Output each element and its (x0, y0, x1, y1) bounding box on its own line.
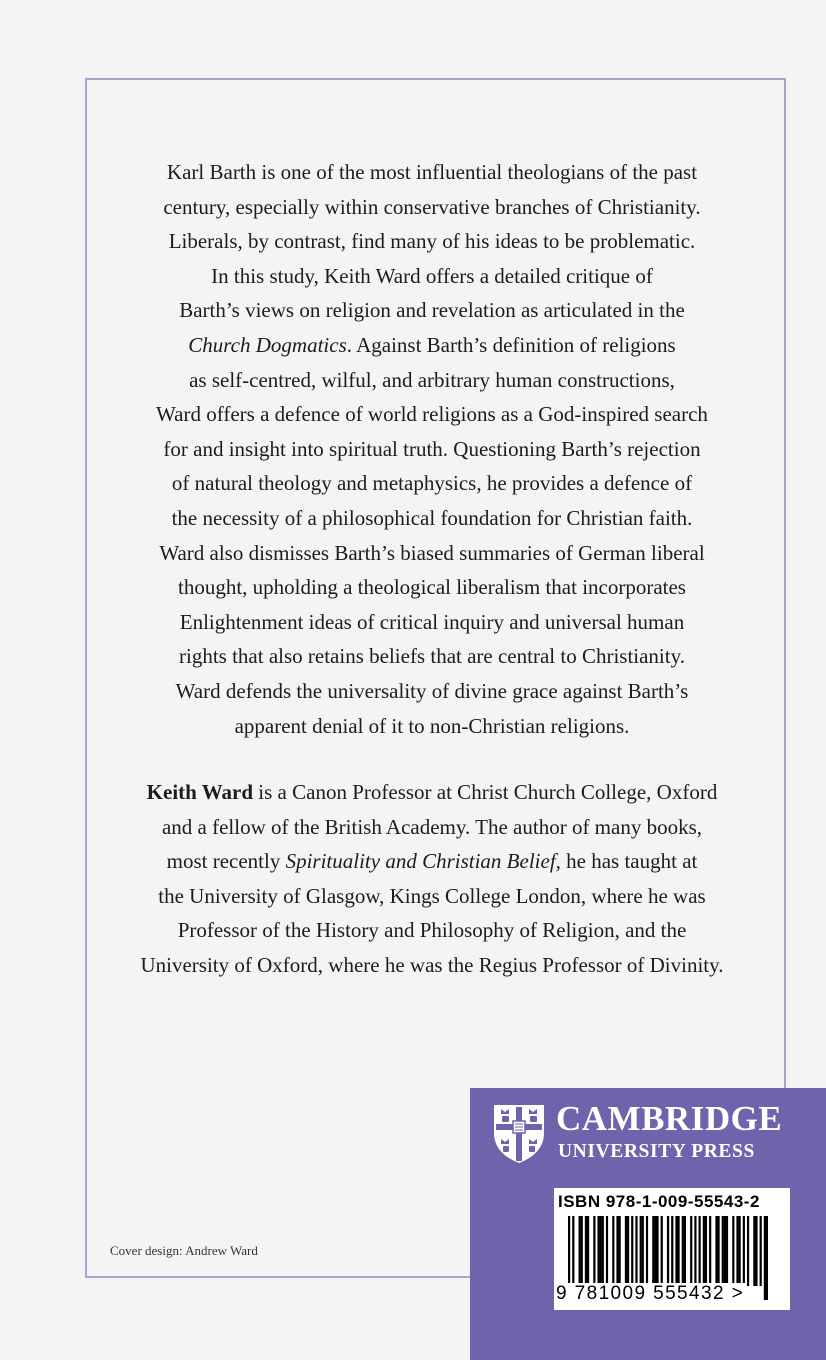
author-bio: Keith Ward is a Canon Professor at Christ Church College, Oxford and a fellow of the British Academy. The author of many books, most recently Spirituality and Christian Belief, he has taught at the University of Glasgow, Kings College London, where he was Professor of the History and Philosophy of Religion, and the University of Oxford, where he was the Regius Professor of Divinity. (140, 780, 724, 977)
ean-digits: 9 781009 555432 > (556, 1283, 745, 1304)
barcode-bar (642, 1216, 644, 1286)
barcode-bar (675, 1216, 677, 1286)
barcode-bar (600, 1216, 602, 1286)
barcode-bar (755, 1216, 757, 1286)
barcode-bar (753, 1216, 755, 1286)
barcode-bar (736, 1216, 738, 1286)
cambridge-shield-icon (492, 1103, 546, 1165)
barcode-bar (585, 1216, 587, 1286)
barcode-bar (616, 1216, 618, 1286)
barcode-bar (654, 1216, 656, 1286)
publisher-panel (470, 1088, 826, 1360)
barcode-bar (587, 1216, 589, 1286)
barcode-bar (652, 1216, 654, 1286)
barcode-bar (743, 1216, 745, 1286)
barcode-bar (684, 1216, 686, 1286)
barcode-bar (722, 1216, 724, 1286)
barcode-bar (677, 1216, 679, 1286)
barcode-bar (709, 1216, 711, 1286)
barcode-bar (579, 1216, 581, 1286)
barcode-bar (724, 1216, 726, 1286)
barcode-bar (732, 1216, 734, 1286)
barcode-bar (682, 1216, 684, 1286)
barcode-bar (705, 1216, 707, 1286)
barcode-bar (627, 1216, 629, 1286)
barcode-bar (640, 1216, 642, 1286)
barcode-bar (699, 1216, 701, 1286)
barcode-bar (646, 1216, 648, 1286)
other-book-title: Spirituality and Christian Belief, (285, 849, 561, 874)
barcode-bar (581, 1216, 583, 1286)
barcode-bar (656, 1216, 658, 1286)
barcode-bar (764, 1216, 766, 1300)
barcode-bar (661, 1216, 663, 1286)
barcode-bar (694, 1216, 696, 1286)
barcode-bar (631, 1216, 633, 1286)
isbn-barcode (554, 1188, 790, 1310)
publisher-subtitle: UNIVERSITY PRESS (558, 1141, 755, 1162)
barcode-bar (593, 1216, 595, 1286)
isbn-label: ISBN 978-1-009-55543-2 (558, 1192, 760, 1211)
barcode-bar (690, 1216, 692, 1286)
barcode-bar (766, 1216, 768, 1300)
barcode-bar (739, 1216, 741, 1286)
barcode-bar (597, 1216, 599, 1286)
barcode-bar (625, 1216, 627, 1286)
book-blurb: Karl Barth is one of the most influential theologians of the past century, especially within conservative branches of Christianity. Liberals, by contrast, find many of his ideas to be problematic. In this study, Keith Ward offers a detailed critique of Barth’s views on religion and revelation as articulated in the Church Dogmatics. Against Barth’s definition of religions as self-centred, wilful, and arbitrary human constructions, Ward offers a defence of world religions as a God-inspired search for and insight into spiritual truth. Questioning Barth’s rejection of natural theology and metaphysics, he provides a defence of the necessity of a philosophical foundation for Christian faith. Ward also dismisses Barth’s biased summaries of German liberal thought, upholding a theological liberalism that incorporates Enlightenment ideas of critical inquiry and universal human rights that also retains beliefs that are central to Christianity. Ward defends the universality of divine grace against Barth’s apparent denial of it to non-Christian religions. (156, 160, 708, 738)
barcode-bar (726, 1216, 728, 1286)
barcode-bar (619, 1216, 621, 1286)
barcode-bar (606, 1216, 608, 1286)
cover-design-credit: Cover design: Andrew Ward (110, 1243, 258, 1258)
barcode-bar (612, 1216, 614, 1286)
book-title-italic: Church Dogmatics (188, 332, 347, 357)
barcode-bar (602, 1216, 604, 1286)
author-name: Keith Ward (146, 780, 254, 804)
barcode-bar (717, 1216, 719, 1286)
barcode-bar (760, 1216, 762, 1286)
publisher-name: CAMBRIDGE (556, 1099, 783, 1138)
barcode-bar (703, 1216, 705, 1286)
barcode-bar (635, 1216, 637, 1286)
barcode-bar (747, 1216, 749, 1286)
barcode-bar (715, 1216, 717, 1286)
